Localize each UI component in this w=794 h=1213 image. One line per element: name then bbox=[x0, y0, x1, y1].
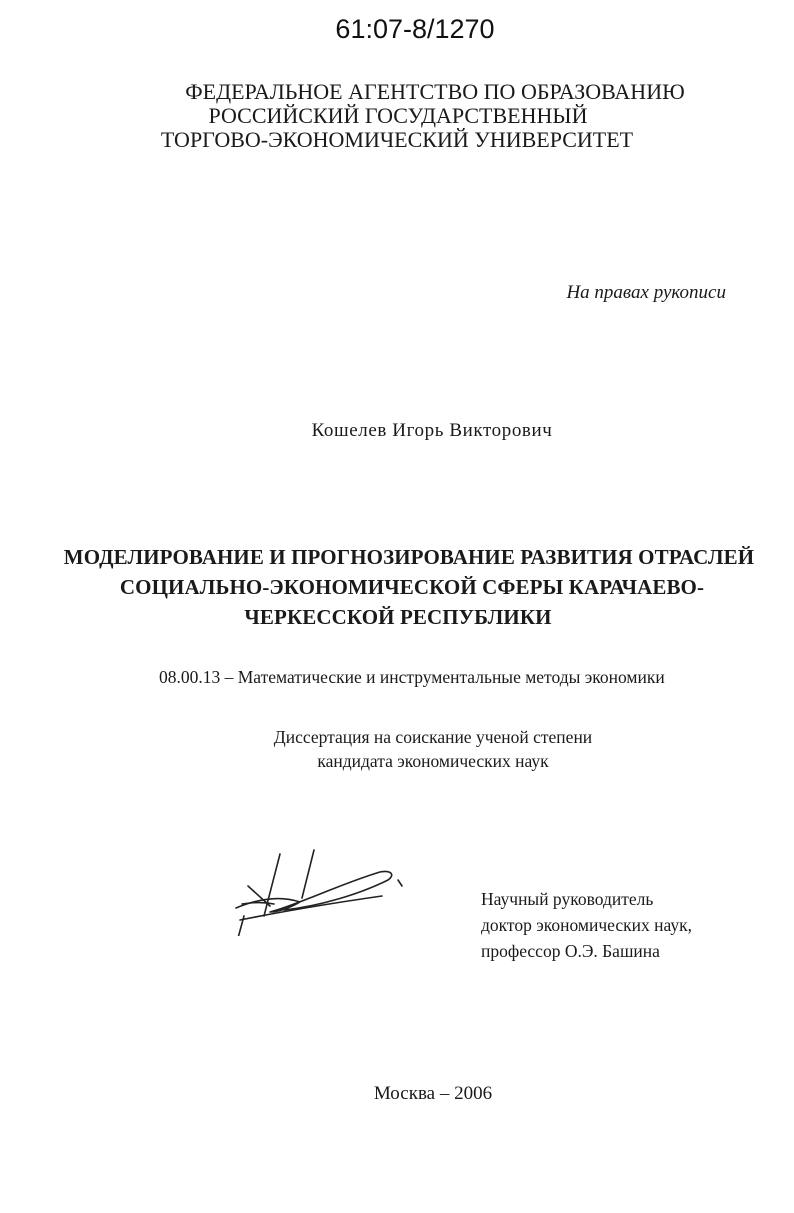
organization-line-3: ТОРГОВО-ЭКОНОМИЧЕСКИЙ УНИВЕРСИТЕТ bbox=[160, 127, 634, 152]
supervisor-line-1: Научный руководитель bbox=[481, 889, 654, 909]
title-line-2: СОЦИАЛЬНО-ЭКОНОМИЧЕСКОЙ СФЕРЫ КАРАЧАЕВО- bbox=[119, 575, 705, 599]
dissertation-title bbox=[0, 542, 794, 632]
place-and-year: Москва – 2006 bbox=[373, 1083, 493, 1104]
degree-line-1: Диссертация на соискание ученой степени bbox=[273, 727, 593, 747]
organization-header bbox=[0, 80, 794, 152]
handwritten-signature bbox=[230, 846, 410, 936]
supervisor-line-2: доктор экономических наук, bbox=[481, 915, 692, 935]
title-line-1: МОДЕЛИРОВАНИЕ И ПРОГНОЗИРОВАНИЕ РАЗВИТИЯ ОТРАСЛЕЙ bbox=[63, 545, 755, 569]
title-line-3: ЧЕРКЕССКОЙ РЕСПУБЛИКИ bbox=[244, 605, 552, 629]
catalog-code: 61:07-8/1270 bbox=[335, 14, 495, 44]
degree-line-2: кандидата экономических наук bbox=[317, 751, 549, 771]
supervisor-line-3: профессор О.Э. Башина bbox=[481, 941, 660, 961]
manuscript-note: На правах рукописи bbox=[566, 282, 726, 303]
degree-statement bbox=[0, 725, 794, 773]
author-name: Кошелев Игорь Викторович bbox=[311, 420, 553, 441]
organization-line-1: ФЕДЕРАЛЬНОЕ АГЕНТСТВО ПО ОБРАЗОВАНИЮ bbox=[185, 79, 685, 104]
specialty-code: 08.00.13 – Математические и инструментальные методы экономики bbox=[159, 667, 665, 687]
supervisor-block bbox=[481, 886, 692, 964]
organization-line-2: РОССИЙСКИЙ ГОСУДАРСТВЕННЫЙ bbox=[208, 103, 588, 128]
